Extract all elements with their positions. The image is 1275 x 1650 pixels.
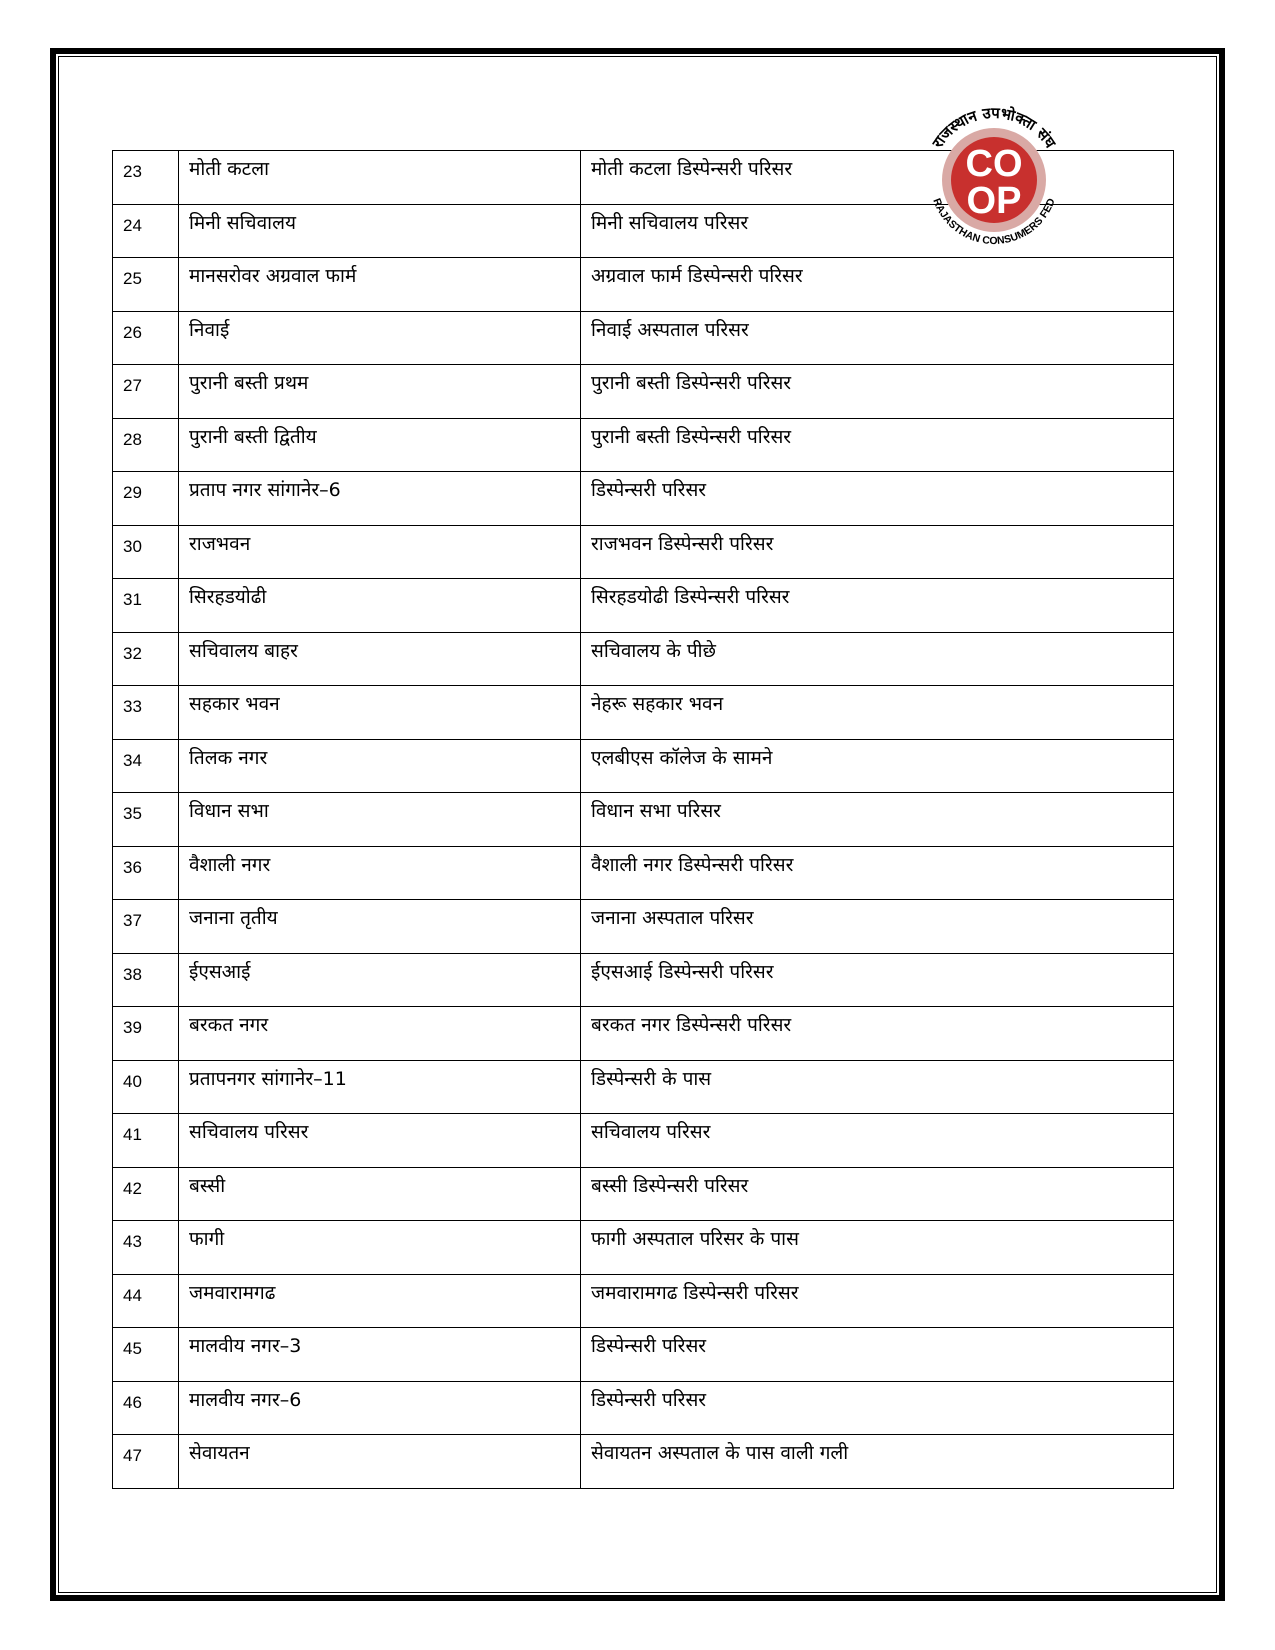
table-row bbox=[113, 1221, 1174, 1275]
store-list-table bbox=[112, 150, 1174, 1489]
store-name: मोती कटला bbox=[179, 151, 581, 205]
store-name: बस्सी bbox=[179, 1167, 581, 1221]
table-row bbox=[113, 632, 1174, 686]
table-row bbox=[113, 418, 1174, 472]
table-row bbox=[113, 472, 1174, 526]
table-row bbox=[113, 1328, 1174, 1382]
store-location: फागी अस्पताल परिसर के पास bbox=[581, 1221, 1174, 1275]
store-location: नेहरू सहकार भवन bbox=[581, 686, 1174, 740]
store-list-body bbox=[113, 151, 1174, 1489]
row-number: 38 bbox=[113, 953, 179, 1007]
row-number: 46 bbox=[113, 1381, 179, 1435]
store-location: निवाई अस्पताल परिसर bbox=[581, 311, 1174, 365]
table-row bbox=[113, 579, 1174, 633]
row-number: 24 bbox=[113, 204, 179, 258]
store-name: विधान सभा bbox=[179, 793, 581, 847]
table-row bbox=[113, 739, 1174, 793]
store-name: मालवीय नगर–3 bbox=[179, 1328, 581, 1382]
row-number: 41 bbox=[113, 1114, 179, 1168]
row-number: 36 bbox=[113, 846, 179, 900]
table-row bbox=[113, 1114, 1174, 1168]
store-name: सचिवालय परिसर bbox=[179, 1114, 581, 1168]
store-location: पुरानी बस्ती डिस्पेन्सरी परिसर bbox=[581, 418, 1174, 472]
store-location: बस्सी डिस्पेन्सरी परिसर bbox=[581, 1167, 1174, 1221]
store-location: पुरानी बस्ती डिस्पेन्सरी परिसर bbox=[581, 365, 1174, 419]
logo-co-text: CO bbox=[965, 143, 1023, 185]
table-row bbox=[113, 1167, 1174, 1221]
row-number: 44 bbox=[113, 1274, 179, 1328]
table-row bbox=[113, 1435, 1174, 1489]
store-location: सचिवालय के पीछे bbox=[581, 632, 1174, 686]
logo-arc-top-text: राजस्थान उपभोक्ता संघ bbox=[928, 103, 1060, 152]
store-name: निवाई bbox=[179, 311, 581, 365]
store-location: सेवायतन अस्पताल के पास वाली गली bbox=[581, 1435, 1174, 1489]
store-name: सहकार भवन bbox=[179, 686, 581, 740]
table-row bbox=[113, 1060, 1174, 1114]
row-number: 26 bbox=[113, 311, 179, 365]
store-name: जमवारामगढ bbox=[179, 1274, 581, 1328]
store-name: मालवीय नगर–6 bbox=[179, 1381, 581, 1435]
store-name: राजभवन bbox=[179, 525, 581, 579]
row-number: 34 bbox=[113, 739, 179, 793]
store-name: फागी bbox=[179, 1221, 581, 1275]
row-number: 37 bbox=[113, 900, 179, 954]
store-location: मोती कटला डिस्पेन्सरी परिसर bbox=[581, 151, 1174, 205]
table-row bbox=[113, 686, 1174, 740]
store-name: पुरानी बस्ती प्रथम bbox=[179, 365, 581, 419]
table-row bbox=[113, 365, 1174, 419]
row-number: 45 bbox=[113, 1328, 179, 1382]
table-row bbox=[113, 953, 1174, 1007]
store-location: मिनी सचिवालय परिसर bbox=[581, 204, 1174, 258]
store-location: अग्रवाल फार्म डिस्पेन्सरी परिसर bbox=[581, 258, 1174, 312]
coop-logo bbox=[910, 96, 1078, 264]
store-name: सेवायतन bbox=[179, 1435, 581, 1489]
logo-arc-bottom-text: RAJASTHAN CONSUMERS FED bbox=[930, 196, 1058, 248]
row-number: 35 bbox=[113, 793, 179, 847]
row-number: 23 bbox=[113, 151, 179, 205]
store-name: ईएसआई bbox=[179, 953, 581, 1007]
row-number: 47 bbox=[113, 1435, 179, 1489]
store-name: मिनी सचिवालय bbox=[179, 204, 581, 258]
table-row bbox=[113, 1007, 1174, 1061]
logo-op-text: OP bbox=[966, 180, 1022, 222]
store-name: प्रतापनगर सांगानेर–11 bbox=[179, 1060, 581, 1114]
row-number: 32 bbox=[113, 632, 179, 686]
row-number: 33 bbox=[113, 686, 179, 740]
row-number: 40 bbox=[113, 1060, 179, 1114]
store-name: पुरानी बस्ती द्वितीय bbox=[179, 418, 581, 472]
store-location: जनाना अस्पताल परिसर bbox=[581, 900, 1174, 954]
table-row bbox=[113, 1274, 1174, 1328]
table-row bbox=[113, 525, 1174, 579]
row-number: 28 bbox=[113, 418, 179, 472]
store-location: सिरहडयोढी डिस्पेन्सरी परिसर bbox=[581, 579, 1174, 633]
store-location: डिस्पेन्सरी परिसर bbox=[581, 1328, 1174, 1382]
store-name: सचिवालय बाहर bbox=[179, 632, 581, 686]
table-row bbox=[113, 900, 1174, 954]
store-location: ईएसआई डिस्पेन्सरी परिसर bbox=[581, 953, 1174, 1007]
store-location: डिस्पेन्सरी परिसर bbox=[581, 1381, 1174, 1435]
row-number: 31 bbox=[113, 579, 179, 633]
store-name: प्रताप नगर सांगानेर–6 bbox=[179, 472, 581, 526]
store-location: डिस्पेन्सरी के पास bbox=[581, 1060, 1174, 1114]
store-name: वैशाली नगर bbox=[179, 846, 581, 900]
store-location: सचिवालय परिसर bbox=[581, 1114, 1174, 1168]
row-number: 30 bbox=[113, 525, 179, 579]
store-location: बरकत नगर डिस्पेन्सरी परिसर bbox=[581, 1007, 1174, 1061]
store-location: जमवारामगढ डिस्पेन्सरी परिसर bbox=[581, 1274, 1174, 1328]
table-row bbox=[113, 793, 1174, 847]
store-location: वैशाली नगर डिस्पेन्सरी परिसर bbox=[581, 846, 1174, 900]
table-row bbox=[113, 258, 1174, 312]
row-number: 43 bbox=[113, 1221, 179, 1275]
store-name: बरकत नगर bbox=[179, 1007, 581, 1061]
row-number: 29 bbox=[113, 472, 179, 526]
store-name: सिरहडयोढी bbox=[179, 579, 581, 633]
row-number: 25 bbox=[113, 258, 179, 312]
store-location: एलबीएस कॉलेज के सामने bbox=[581, 739, 1174, 793]
table-row bbox=[113, 846, 1174, 900]
store-location: राजभवन डिस्पेन्सरी परिसर bbox=[581, 525, 1174, 579]
store-location: विधान सभा परिसर bbox=[581, 793, 1174, 847]
store-name: तिलक नगर bbox=[179, 739, 581, 793]
row-number: 27 bbox=[113, 365, 179, 419]
table-row bbox=[113, 311, 1174, 365]
table-row bbox=[113, 1381, 1174, 1435]
row-number: 39 bbox=[113, 1007, 179, 1061]
store-name: मानसरोवर अग्रवाल फार्म bbox=[179, 258, 581, 312]
store-name: जनाना तृतीय bbox=[179, 900, 581, 954]
row-number: 42 bbox=[113, 1167, 179, 1221]
store-location: डिस्पेन्सरी परिसर bbox=[581, 472, 1174, 526]
